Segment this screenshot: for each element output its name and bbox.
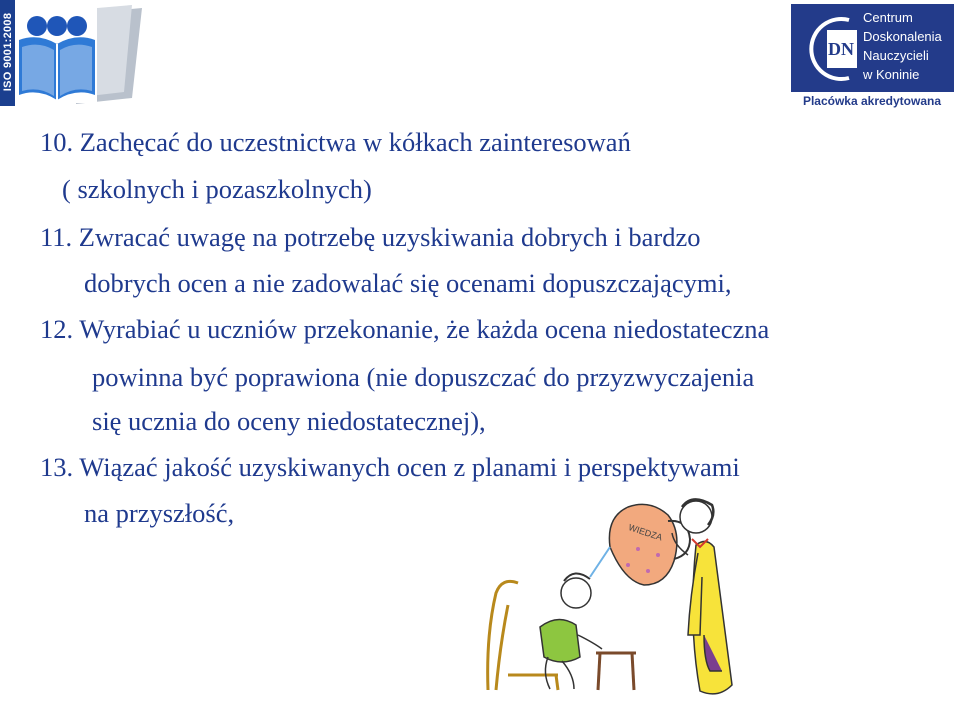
institution-name-line: Nauczycieli xyxy=(863,48,929,63)
list-item-line: 12. Wyrabiać u uczniów przekonanie, że każda ocena niedostateczna xyxy=(40,314,770,344)
student-figure xyxy=(540,573,602,689)
list-item-line: się ucznia do oceny niedostatecznej), xyxy=(92,406,486,436)
institution-name-line: Centrum xyxy=(863,10,913,25)
list-item-line: na przyszłość, xyxy=(84,498,235,528)
institution-name xyxy=(863,8,955,84)
list-item-line: powinna być poprawiona (nie dopuszczać do przyzwyczajenia xyxy=(92,362,755,392)
teaching-illustration xyxy=(478,485,768,700)
institution-monogram: DN xyxy=(828,39,854,59)
list-item-line: 13. Wiązać jakość uzyskiwanych ocen z planami i perspektywami xyxy=(40,452,740,482)
list-item-line: 11. Zwracać uwagę na potrzebę uzyskiwania dobrych i bardzo xyxy=(40,222,701,252)
iso-logo xyxy=(0,0,145,108)
school-emblem-icon xyxy=(0,0,145,108)
accreditation-label: Placówka akredytowana xyxy=(802,94,942,108)
list-item-line: 10. Zachęcać do uczestnictwa w kółkach zainteresowań xyxy=(40,127,631,157)
iso-badge-text: ISO 9001:2008 xyxy=(2,12,14,92)
institution-logo xyxy=(788,4,956,116)
list-item-line: dobrych ocen a nie zadowalać się ocenami dopuszczającymi, xyxy=(84,268,732,298)
institution-name-line: w Koninie xyxy=(863,67,920,82)
jug-label: WIEDZA xyxy=(627,522,664,543)
jug-icon xyxy=(590,504,690,585)
teacher-figure xyxy=(672,499,732,693)
list-item-line: ( szkolnych i pozaszkolnych) xyxy=(62,174,372,204)
institution-name-line: Doskonalenia xyxy=(863,29,942,44)
table-icon xyxy=(596,653,636,690)
institution-logo-box xyxy=(791,4,954,92)
